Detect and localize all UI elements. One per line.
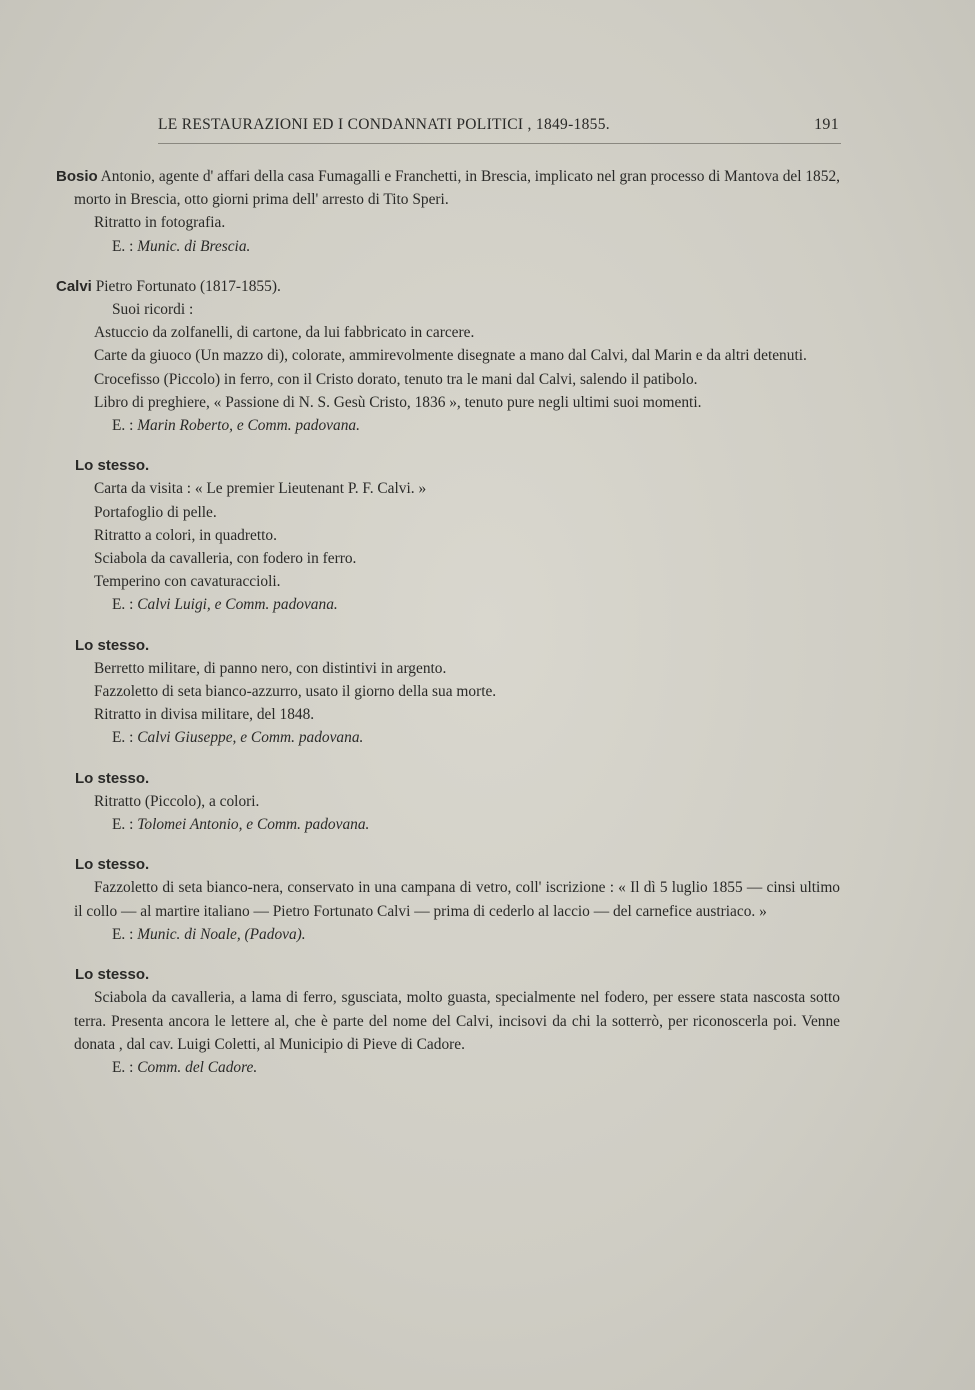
entry-heading <box>56 165 840 211</box>
entry-name: Calvi <box>56 277 92 295</box>
item: Ritratto in divisa militare, del 1848. <box>94 706 315 724</box>
entry-lo-stesso-2 <box>56 634 840 750</box>
entry-heading <box>56 634 840 657</box>
entry-name: Lo stesso. <box>75 966 150 984</box>
item: Astuccio da zolfanelli, di cartone, da lui fabbricato in carcere. <box>94 324 475 342</box>
source: Calvi Giuseppe, e Comm. padovana. <box>137 729 364 747</box>
source: Munic. di Noale, (Padova). <box>137 925 306 943</box>
entry-heading <box>56 454 840 477</box>
source: Calvi Luigi, e Comm. padovana. <box>137 596 338 614</box>
entry-lo-stesso-5 <box>56 963 840 1079</box>
entry-name: Lo stesso. <box>75 856 150 874</box>
source-line: E. : Tolomei Antonio, e Comm. padovana. <box>112 816 370 834</box>
source: Munic. di Brescia. <box>137 237 251 255</box>
item: Carta da visita : « Le premier Lieutenant P. F. Calvi. » <box>94 480 427 498</box>
running-header <box>158 116 841 144</box>
entry-heading <box>56 963 840 986</box>
item: Sciabola da cavalleria, con fodero in ferro. <box>94 550 357 568</box>
entry-lo-stesso-4 <box>56 853 840 946</box>
entry-lo-stesso-3 <box>56 767 840 837</box>
entry-heading <box>56 767 840 790</box>
entry-name: Lo stesso. <box>75 636 150 654</box>
item: Ritratto in fotografia. <box>94 214 226 232</box>
item: Sciabola da cavalleria, a lama di ferro, sgusciata, molto guasta, specialmente nel fodero, per essere stata nascosta sotto terra. Presenta ancora le lettere al, che è parte del nome del Calvi, incisovi da chi la sotterrò, per riconoscerla poi. Venne donata , dal cav. Luigi Coletti, al Municipio di Pieve di Cadore. <box>74 989 840 1053</box>
running-title: LE RESTAURAZIONI ED I CONDANNATI POLITICI , 1849-1855. <box>158 116 610 133</box>
source: Marin Roberto, e Comm. padovana. <box>137 417 360 435</box>
item: Berretto militare, di panno nero, con distintivi in argento. <box>94 659 447 677</box>
item: Portafoglio di pelle. <box>94 503 217 521</box>
entry-name: Lo stesso. <box>75 457 150 475</box>
item: Fazzoletto di seta bianco-azzurro, usato il giorno della sua morte. <box>94 683 497 701</box>
source: Comm. del Cadore. <box>137 1058 258 1076</box>
catalog-content <box>56 165 840 1096</box>
item: Temperino con cavaturaccioli. <box>94 573 281 591</box>
entry-name: Bosio <box>56 168 98 185</box>
page-number: 191 <box>814 116 839 133</box>
item: Carte da giuoco (Un mazzo di), colorate, ammirevolmente disegnate a mano dal Calvi, dal Marin e da altri detenuti. <box>94 347 807 365</box>
item: Ritratto a colori, in quadretto. <box>94 526 277 544</box>
item: Libro di preghiere, « Passione di N. S. Gesù Cristo, 1836 », tenuto pure negli ultimi suoi momenti. <box>94 393 702 411</box>
source: Tolomei Antonio, e Comm. padovana. <box>137 816 370 834</box>
entry-bosio <box>56 165 840 258</box>
item: Ritratto (Piccolo), a colori. <box>94 792 260 810</box>
source-line: E. : Calvi Giuseppe, e Comm. padovana. <box>112 729 364 747</box>
source-line: E. : Comm. del Cadore. <box>112 1058 258 1076</box>
entry-description: Pietro Fortunato (1817-1855). <box>91 277 281 295</box>
entry-description: Antonio, agente d' affari della casa Fumagalli e Franchetti, in Brescia, implicato nel gran processo di Mantova del 1852, morto in Brescia, otto giorni prima dell' arresto di Tito Speri. <box>74 168 840 209</box>
entry-heading <box>56 853 840 876</box>
source-line: E. : Marin Roberto, e Comm. padovana. <box>112 417 360 435</box>
item: Crocefisso (Piccolo) in ferro, con il Cristo dorato, tenuto tra le mani dal Calvi, salendo il patibolo. <box>94 370 698 388</box>
entry-intro: Suoi ricordi : <box>112 301 194 319</box>
item: Fazzoletto di seta bianco-nera, conservato in una campana di vetro, coll' iscrizione : « Il dì 5 luglio 1855 — cinsi ultimo il collo — al martire italiano — Pietro Fortunato Calvi — prima di cederlo al laccio — del carnefice austriaco. » <box>74 879 840 920</box>
entry-calvi <box>56 275 840 437</box>
entry-heading <box>56 275 840 298</box>
entry-lo-stesso-1 <box>56 454 840 616</box>
entry-name: Lo stesso. <box>75 769 150 787</box>
source-line: E. : Calvi Luigi, e Comm. padovana. <box>112 596 338 614</box>
source-line: E. : Munic. di Noale, (Padova). <box>112 925 306 943</box>
source-line: E. : Munic. di Brescia. <box>112 237 251 255</box>
